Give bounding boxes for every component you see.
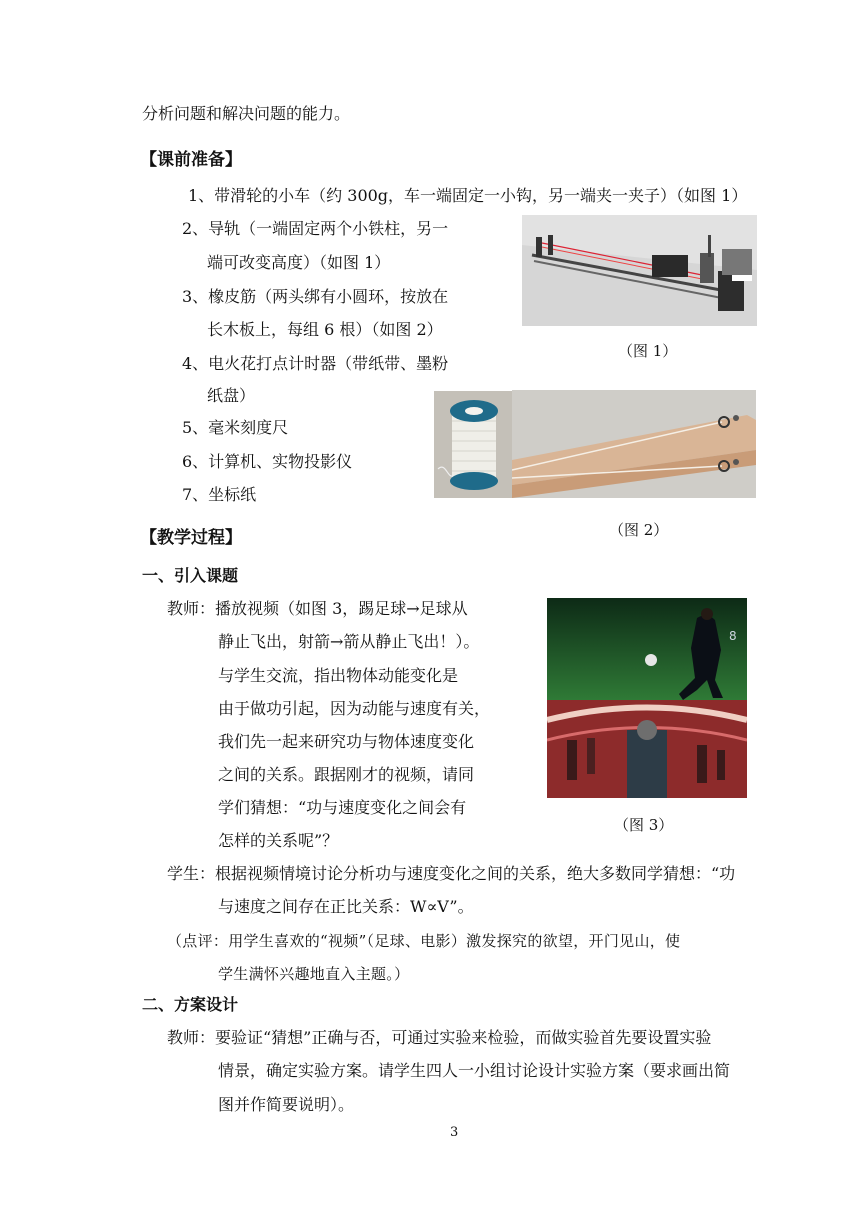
prep-heading: 【课前准备】 <box>140 150 242 170</box>
prep-item-2-cont: 端可改变高度）（如图 1） <box>207 253 391 272</box>
student-line-1: 学生：根据视频情境讨论分析功与速度变化之间的关系，绝大多数同学猜想：“功 <box>167 864 736 883</box>
prep-item-4: 4、电火花打点计时器（带纸带、墨粉 <box>182 354 449 373</box>
process-heading: 【教学过程】 <box>140 528 242 548</box>
figure-2-board-photo <box>512 390 756 498</box>
prep-item-7: 7、坐标纸 <box>182 485 257 504</box>
prep-item-1: 1、带滑轮的小车（约 300g，车一端固定一小钩，另一端夹一夹子）（如图 1） <box>188 186 748 205</box>
s2-teacher-line-3: 图并作简要说明）。 <box>218 1095 355 1114</box>
teacher-line-5: 我们先一起来研究功与物体速度变化 <box>218 732 475 751</box>
teacher-line-2: 静止飞出，射箭→箭从静止飞出！）。 <box>218 632 480 651</box>
figure-3-football-frame <box>547 598 747 700</box>
section-2-title: 二、方案设计 <box>142 995 239 1014</box>
figure-3-caption: （图 3） <box>614 816 674 834</box>
prep-item-3-cont: 长木板上，每组 6 根）（如图 2） <box>207 320 443 339</box>
s2-teacher-line-1: 教师：要验证“猜想”正确与否，可通过实验来检验，而做实验首先要设置实验 <box>167 1028 712 1047</box>
figure-2-spool-photo <box>434 391 512 498</box>
prep-item-4-cont: 纸盘） <box>207 386 256 405</box>
figure-2-caption: （图 2） <box>609 521 669 539</box>
intro-tail: 分析问题和解决问题的能力。 <box>142 104 351 123</box>
teacher-line-6: 之间的关系。跟据刚才的视频，请同 <box>218 765 475 784</box>
svg-text:8: 8 <box>729 629 737 643</box>
prep-item-2: 2、导轨（一端固定两个小铁柱，另一 <box>182 219 449 238</box>
prep-item-3: 3、橡皮筋（两头绑有小圆环，按放在 <box>182 287 449 306</box>
figure-1-caption: （图 1） <box>618 342 678 360</box>
comment-line-1: （点评：用学生喜欢的“视频”（足球、电影）激发探究的欲望，开门见山，使 <box>167 932 681 950</box>
student-line-2: 与速度之间存在正比关系：W∝V”。 <box>218 897 474 916</box>
comment-line-2: 学生满怀兴趣地直入主题。） <box>218 965 410 983</box>
figure-3-archery-frame <box>547 700 747 798</box>
section-1-title: 一、引入课题 <box>142 566 239 585</box>
page-number: 3 <box>450 1125 459 1140</box>
s2-teacher-line-2: 情景，确定实验方案。请学生四人一小组讨论设计实验方案（要求画出简 <box>218 1061 731 1080</box>
teacher-line-4: 由于做功引起，因为动能与速度有关， <box>218 699 491 718</box>
prep-item-6: 6、计算机、实物投影仪 <box>182 452 353 471</box>
prep-item-5: 5、毫米刻度尺 <box>182 418 289 437</box>
teacher-line-3: 与学生交流，指出物体动能变化是 <box>218 666 459 685</box>
teacher-line-1: 教师：播放视频（如图 3，踢足球→足球从 <box>167 599 468 618</box>
teacher-line-8: 怎样的关系呢”？ <box>218 831 339 850</box>
figure-1-cart-photo <box>522 215 757 326</box>
teacher-line-7: 学们猜想：“功与速度变化之间会有 <box>218 798 467 817</box>
